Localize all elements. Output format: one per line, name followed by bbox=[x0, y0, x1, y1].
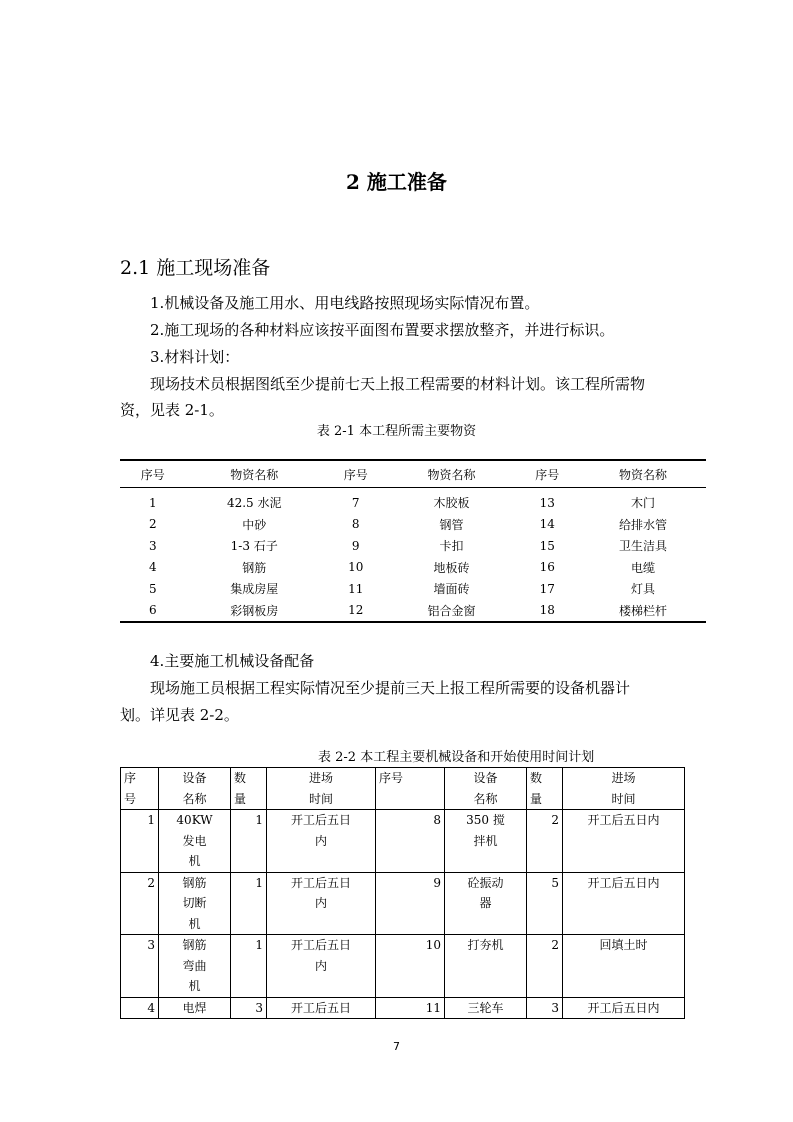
table-cell-seq-b: 8 bbox=[376, 810, 445, 873]
table-cell-time-b: 开工后五日内 bbox=[563, 810, 685, 873]
table-cell-qty-b: 2 bbox=[527, 935, 563, 998]
header-cell: 物资名称 bbox=[388, 460, 514, 488]
table-cell-seq-b: 11 bbox=[376, 997, 445, 1019]
table-header-row bbox=[121, 768, 685, 810]
paragraph-5: 4.主要施工机械设备配备 bbox=[150, 652, 315, 670]
table-cell: 16 bbox=[539, 560, 555, 575]
table-cell-equip-a: 钢筋 弯曲 机 bbox=[159, 935, 231, 998]
table-cell: 木胶板 bbox=[433, 496, 470, 511]
table-row bbox=[121, 810, 685, 873]
table-cell: 12 bbox=[348, 603, 364, 618]
table-cell: 楼梯栏杆 bbox=[618, 603, 667, 618]
table-cell: 42.5 水泥 bbox=[226, 496, 282, 511]
table-cell: 集成房屋 bbox=[230, 582, 279, 597]
table-cell-equip-b: 350 搅 拌机 bbox=[445, 810, 527, 873]
table-cell: 13 bbox=[539, 495, 555, 510]
table-cell-time-b: 开工后五日内 bbox=[563, 997, 685, 1019]
section-title: 2.1 施工现场准备 bbox=[120, 257, 271, 279]
table-cell-qty-b: 5 bbox=[527, 872, 563, 935]
header-time-a: 进场 时间 bbox=[267, 768, 376, 810]
table-cell: 7 bbox=[351, 495, 360, 510]
table-cell: 11 bbox=[348, 581, 364, 596]
materials-table bbox=[120, 459, 706, 623]
table-cell: 木门 bbox=[630, 496, 655, 511]
table-cell: 灯具 bbox=[630, 582, 655, 597]
table-cell: 3 bbox=[148, 538, 157, 553]
table-cell-equip-a: 钢筋 切断 机 bbox=[159, 872, 231, 935]
paragraph-6: 现场施工员根据工程实际情况至少提前三天上报工程所需要的设备机器计 bbox=[150, 679, 631, 697]
table-cell: 14 bbox=[539, 517, 555, 532]
table-cell: 电缆 bbox=[630, 560, 655, 575]
page-number: 7 bbox=[393, 1040, 400, 1053]
header-equip-a: 设备 名称 bbox=[159, 768, 231, 810]
table-cell: 1 bbox=[148, 495, 157, 510]
paragraph-3: 3.材料计划： bbox=[150, 348, 240, 366]
table-cell-seq-a: 2 bbox=[121, 872, 159, 935]
table-cell-seq-a: 3 bbox=[121, 935, 159, 998]
table-cell: 18 bbox=[539, 603, 555, 618]
table-row bbox=[121, 997, 685, 1019]
table-cell: 中砂 bbox=[242, 517, 267, 532]
table-cell-qty-a: 1 bbox=[231, 810, 267, 873]
paragraph-6-cont: 划。详见表 2-2。 bbox=[120, 706, 239, 724]
header-qty-b: 数 量 bbox=[527, 768, 563, 810]
table-row bbox=[120, 488, 706, 514]
table-row bbox=[120, 514, 706, 536]
table-cell: 地板砖 bbox=[433, 560, 470, 575]
table-cell-qty-a: 1 bbox=[231, 872, 267, 935]
header-qty-a: 数 量 bbox=[231, 768, 267, 810]
table-cell: 9 bbox=[351, 538, 360, 553]
table-cell: 5 bbox=[148, 581, 157, 596]
table-cell-equip-b: 砼振动 器 bbox=[445, 872, 527, 935]
table-cell-seq-a: 1 bbox=[121, 810, 159, 873]
table-cell-equip-a: 40KW 发电 机 bbox=[159, 810, 231, 873]
table-cell: 8 bbox=[351, 517, 360, 532]
paragraph-4: 现场技术员根据图纸至少提前七天上报工程需要的材料计划。该工程所需物 bbox=[150, 375, 646, 393]
table-cell-time-b: 回填土时 bbox=[563, 935, 685, 998]
table-row bbox=[120, 600, 706, 623]
table-cell-equip-a: 电焊 bbox=[159, 997, 231, 1019]
table-cell-qty-a: 1 bbox=[231, 935, 267, 998]
table-cell-time-a: 开工后五日 内 bbox=[267, 872, 376, 935]
table-cell-seq-a: 4 bbox=[121, 997, 159, 1019]
table-cell: 给排水管 bbox=[618, 517, 667, 532]
chapter-title: 2 施工准备 bbox=[346, 170, 447, 194]
table-row bbox=[120, 557, 706, 579]
table-cell: 卡扣 bbox=[439, 539, 464, 554]
table-cell-time-a: 开工后五日 内 bbox=[267, 810, 376, 873]
table-cell: 铝合金窗 bbox=[427, 603, 476, 618]
header-cell: 物资名称 bbox=[580, 460, 706, 488]
table-cell-equip-b: 三轮车 bbox=[445, 997, 527, 1019]
table-cell-seq-b: 10 bbox=[376, 935, 445, 998]
table-row bbox=[121, 935, 685, 998]
table-cell-time-a: 开工后五日 bbox=[267, 997, 376, 1019]
paragraph-1: 1.机械设备及施工用水、用电线路按照现场实际情况布置。 bbox=[150, 294, 540, 312]
header-cell: 序号 bbox=[514, 460, 580, 488]
table1-caption: 表 2-1 本工程所需主要物资 bbox=[316, 424, 477, 439]
table-cell: 10 bbox=[348, 560, 364, 575]
table-row bbox=[121, 872, 685, 935]
table-row bbox=[120, 535, 706, 557]
table-cell: 15 bbox=[539, 538, 555, 553]
header-cell: 序号 bbox=[120, 460, 186, 488]
table-cell-equip-b: 打夯机 bbox=[445, 935, 527, 998]
paragraph-4-cont: 资，见表 2-1。 bbox=[120, 401, 224, 419]
table-row bbox=[120, 578, 706, 600]
table-header-row bbox=[120, 460, 706, 488]
table-cell-qty-a: 3 bbox=[231, 997, 267, 1019]
table2-caption: 表 2-2 本工程主要机械设备和开始使用时间计划 bbox=[318, 750, 595, 765]
table-cell-seq-b: 9 bbox=[376, 872, 445, 935]
table-cell: 卫生洁具 bbox=[618, 539, 667, 554]
table-cell-qty-b: 3 bbox=[527, 997, 563, 1019]
equipment-table bbox=[120, 767, 685, 1019]
header-cell: 物资名称 bbox=[186, 460, 323, 488]
table-cell: 17 bbox=[539, 581, 555, 596]
table-cell: 6 bbox=[148, 603, 157, 618]
table-cell: 1-3 石子 bbox=[230, 539, 278, 554]
header-cell: 序号 bbox=[323, 460, 389, 488]
header-equip-b: 设备 名称 bbox=[445, 768, 527, 810]
table-cell: 墙面砖 bbox=[433, 582, 470, 597]
table-cell-time-a: 开工后五日 内 bbox=[267, 935, 376, 998]
table-cell: 彩钢板房 bbox=[230, 603, 279, 618]
table-cell: 2 bbox=[148, 517, 157, 532]
table-cell: 钢筋 bbox=[242, 560, 267, 575]
table-cell-time-b: 开工后五日内 bbox=[563, 872, 685, 935]
table-cell: 钢管 bbox=[439, 517, 464, 532]
header-seq-a: 序 号 bbox=[121, 768, 159, 810]
table-cell-qty-b: 2 bbox=[527, 810, 563, 873]
table-cell: 4 bbox=[148, 560, 157, 575]
header-seq-b: 序号 bbox=[376, 768, 445, 810]
paragraph-2: 2.施工现场的各种材料应该按平面图布置要求摆放整齐，并进行标识。 bbox=[150, 321, 615, 339]
header-time-b: 进场 时间 bbox=[563, 768, 685, 810]
